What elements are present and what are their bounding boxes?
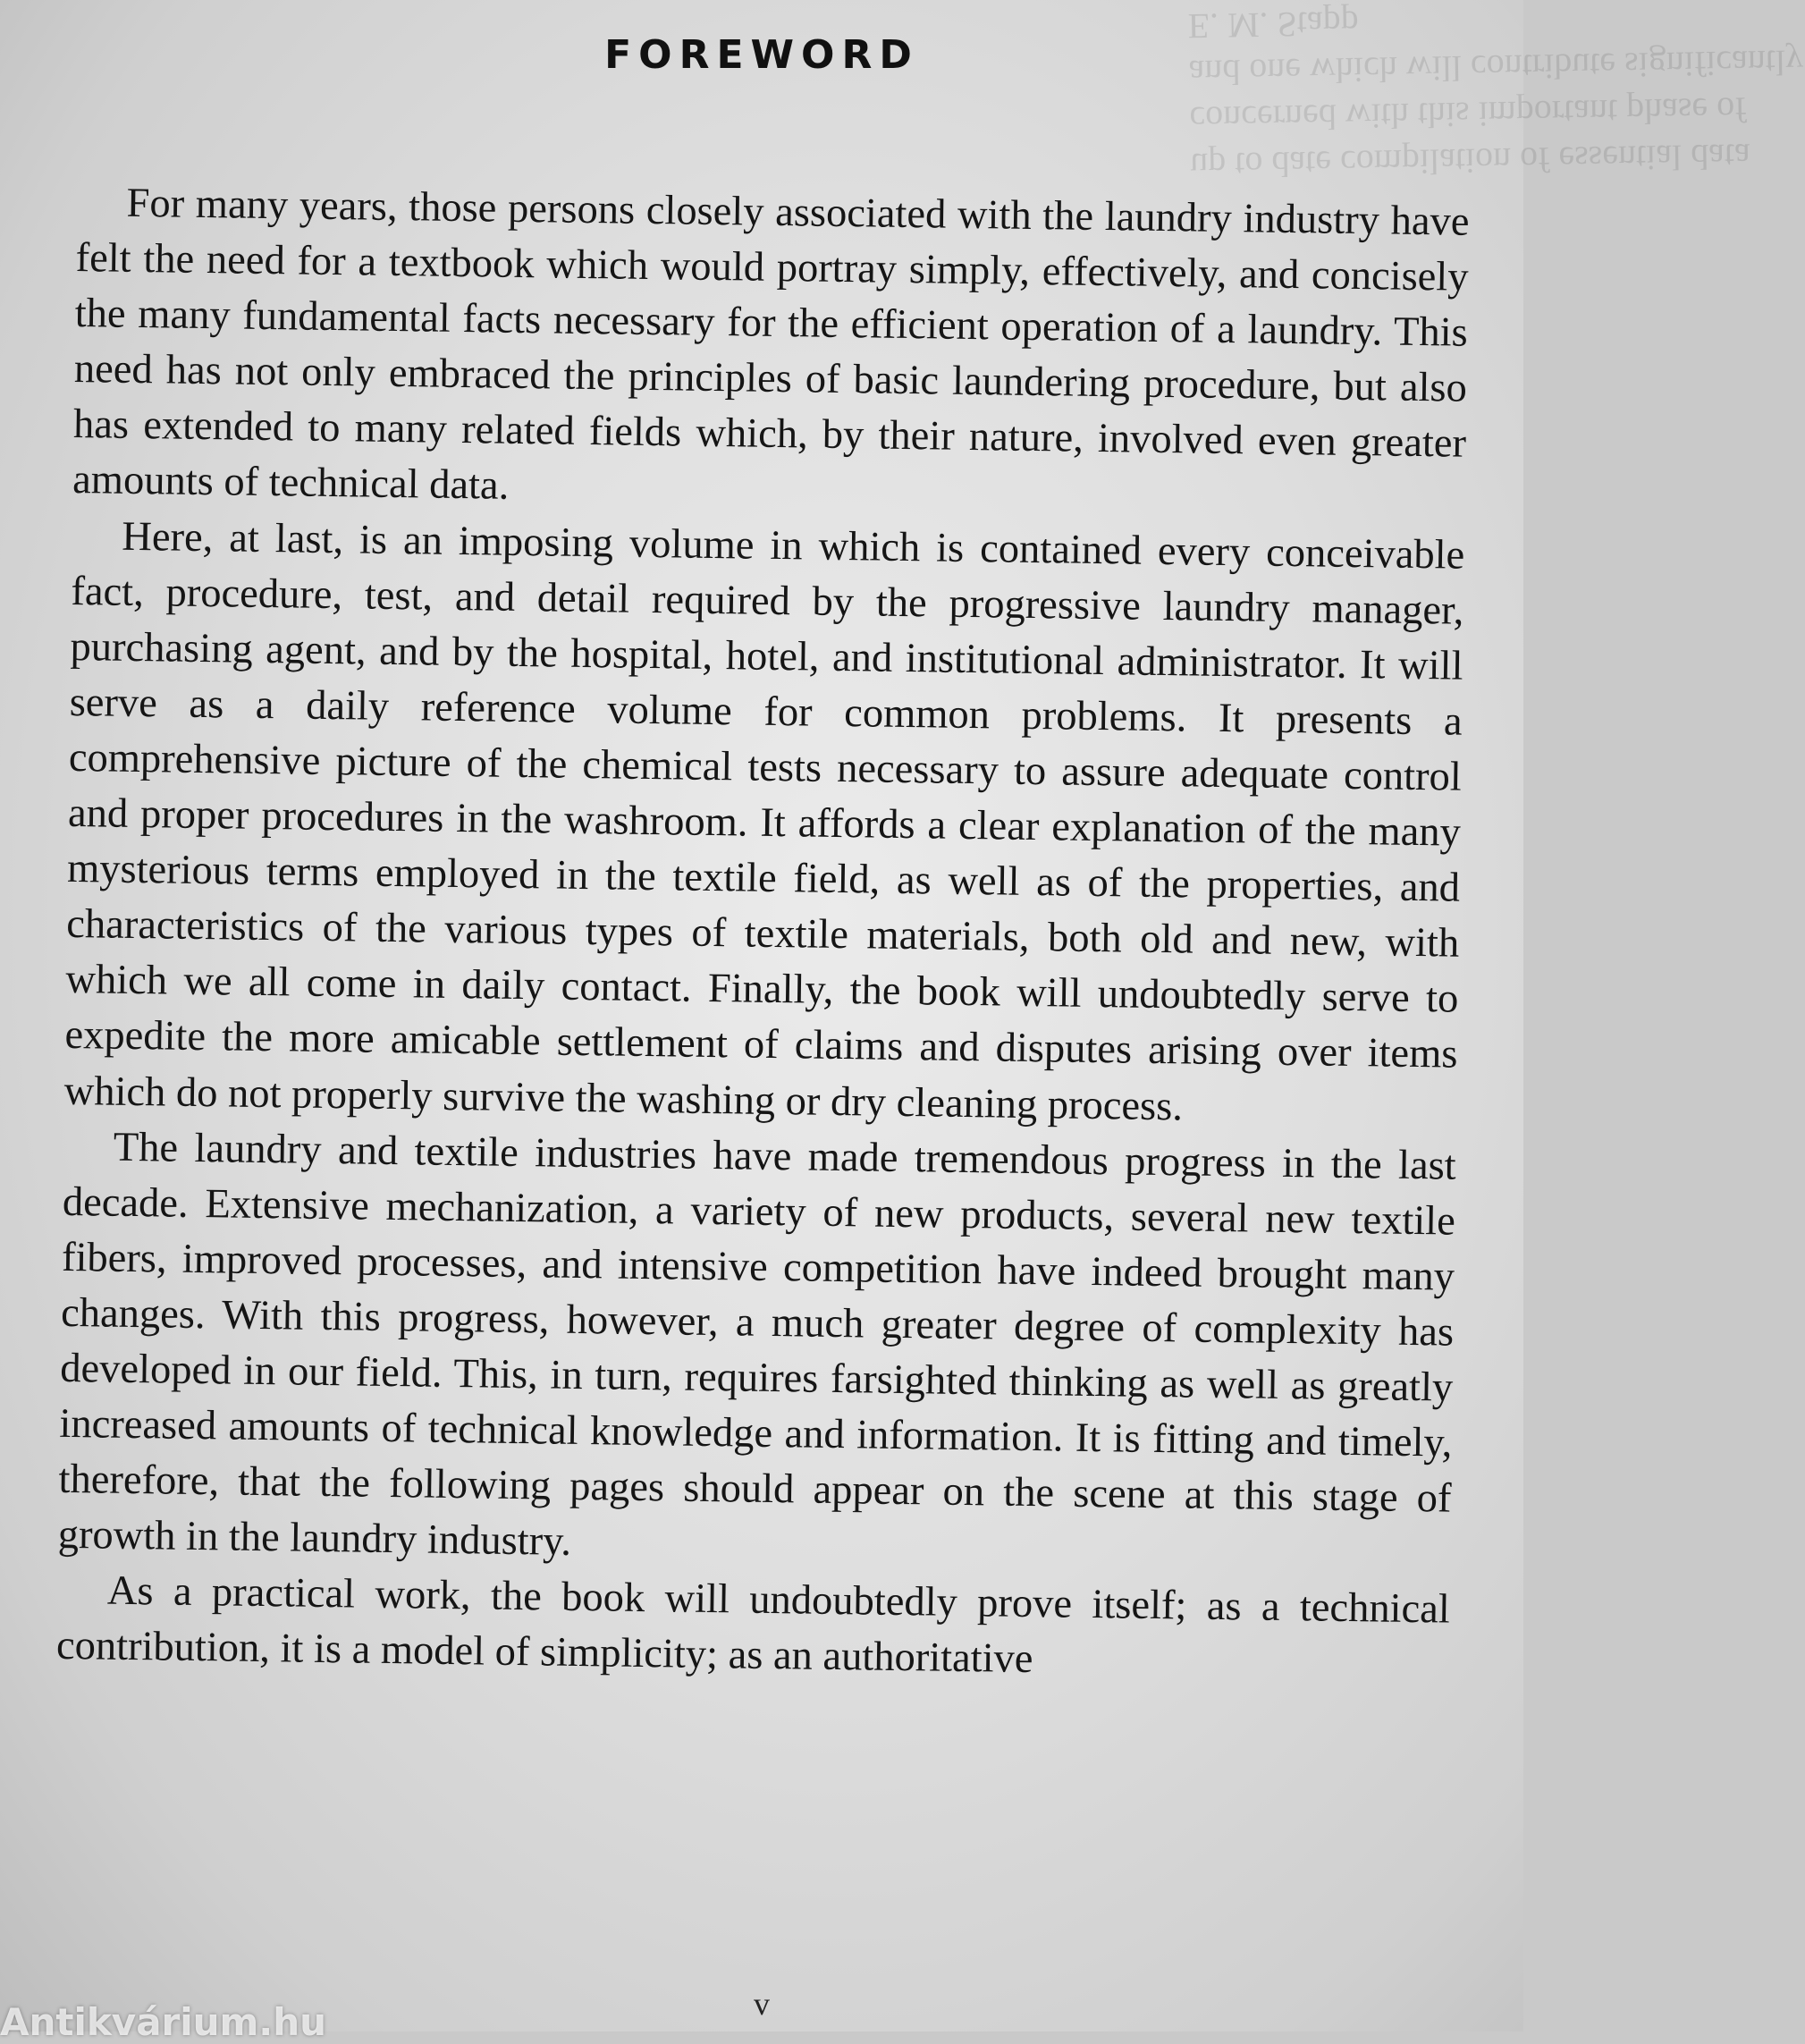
page-number: v [754,1986,770,2022]
paragraph: The laundry and textile industries have made tremendous progress in the last decade. Extensive mechanization, a variety of new products, several new textile fibers, improved processes, and intensive competition have indeed brought many changes. With this progress, however, a much greater degree of complexity has developed in our field. This, in turn, requires farsighted thinking as well as greatly increased amounts of technical knowledge and information. It is fitting and timely, therefore, that the following pages should appear on the scene at this stage of growth in the laundry industry. [57,1124,1457,1566]
paragraph: For many years, those persons closely associated with the laundry industry have felt the need for a textbook which would portray simply, effectively, and concisely the many fundamental facts necessary for the efficient operation of a laundry. This need has not only embraced the principles of basic laundering procedure, but also has extended to many related fields which, by their nature, involved even greater amounts of technical data. [72,180,1470,510]
paragraph: As a practical work, the book will undoubtedly prove itself; as a technical contribution, it is a model of simplicity; as an authoritative [55,1567,1451,1683]
foreword-body [56,175,1470,1693]
bleed-line: and one which will contribute significantly [1188,42,1804,94]
bleed-line: E. M. Stapp [1187,3,1360,47]
page-title: FOREWORD [604,32,919,78]
bleed-line: up to date compilation of essential data [1190,136,1751,187]
paragraph: Here, at last, is an imposing volume in which is contained every conceivable fact, procedure, test, and detail required by the progressive laundry manager, purchasing agent, and by the hospital, hotel, and institutional administrator. It will serve as a daily reference volume for common problems. It presents a comprehensive picture of the chemical tests necessary to assure adequate control and proper procedures in the washroom. It affords a clear explanation of the many mysterious terms employed in the textile field, as well as of the properties, and characteristics of the various types of textile materials, both old and new, with which we all come in daily contact. Finally, the book will undoubtedly serve to expedite the more amicable settlement of claims and disputes arising over items which do not properly survive the washing or dry cleaning process. [63,513,1465,1129]
watermark: Antikvárium.hu [0,2000,327,2044]
bleed-through-text [1187,0,1804,189]
bleed-line: concerned with this important phase of [1189,89,1747,140]
